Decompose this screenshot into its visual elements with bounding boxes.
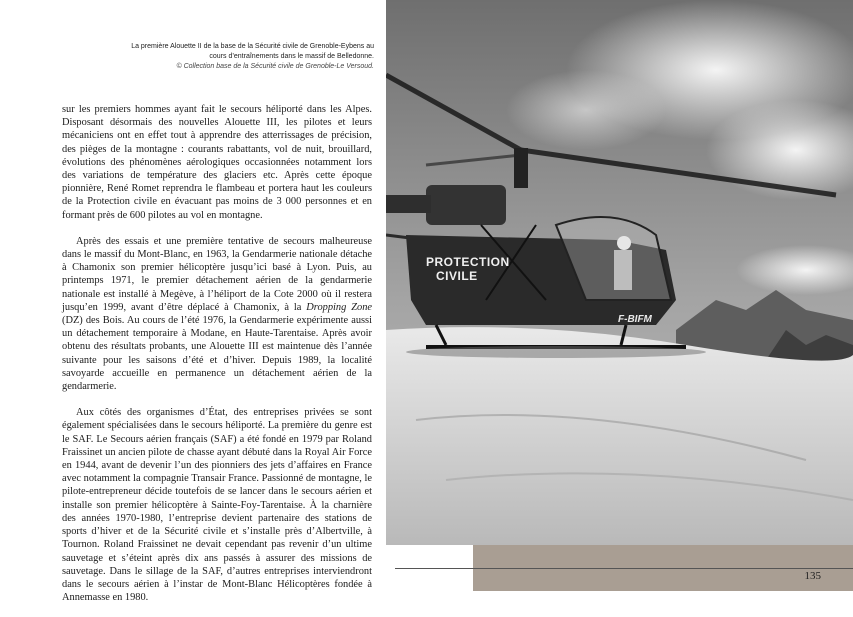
footer-rule	[395, 568, 853, 569]
photo-caption	[120, 42, 374, 72]
snowfield	[386, 327, 853, 545]
paragraph-3: Aux côtés des organismes d’État, des entreprises privées se sont également spécialisées dans le secours héliporté. La première du genre est le SAF. Le Secours aérien français (SAF) a été fondé en 1979 par Roland Fraissinet un ancien pilote de chasse ayant débuté dans la Royal Air Force en 1944, avant de devenir l’un des pionniers des jets d’affaires en France avec notamment la compagnie Transair France. Passionné de montagne, le pilote-entrepreneur décide toutefois de se lancer dans le secours aérien et installe son premier hélicoptère à Sainte-Foy-Tarentaise. À la charnière des années 1970-1980, l’entreprise devient partenaire des stations de sports d’hiver et de la Sécurité civile et s’installe près d’Albertville, à Tournon. Roland Fraissinet ne devait cependant pas revenir d’un ultime sauvetage et s’éteint après dix ans passés à assurer des missions de sauvetage. Dans le sillage de la SAF, d’autres entreprises interviendront dans le secours aérien à l’instar de Mont-Blanc Hélicoptères fondée à Annemasse en 1980.	[62, 407, 372, 604]
pilot-helmet	[617, 236, 631, 250]
pilot	[614, 250, 632, 290]
page-number: 135	[804, 570, 821, 582]
cloud	[506, 70, 666, 150]
caption-credit: © Collection base de la Sécurité civile de Grenoble-Le Versoud.	[176, 63, 374, 70]
shadow	[406, 346, 706, 358]
caption-text: La première Alouette II de la base de la Sécurité civile de Grenoble-Eybens au cours d’entraînements dans le massif de Belledonne.	[131, 43, 374, 60]
paragraph-1: sur les premiers hommes ayant fait le secours héliporté dans les Alpes. Disposant désormais des nouvelles Alouette III, les pilotes et leurs mécaniciens ont en effet tout à apprendre des atterrissages de précision, des pièges de la montagne : courants rabattants, vol de nuit, brouillard, évolutions des phénomènes aérologiques occasionnées notamment lors des variations de température des glaciers etc. Après cette époque pionnière, René Romet reprendra le flambeau et portera haut les couleurs de la Protection civile en évacuant pas moins de 3 000 personnes et en formant près de 600 pilotes au vol en montagne.	[62, 104, 372, 221]
rotor-mast	[514, 148, 528, 188]
fuselage-lettering: PROTECTION CIVILE	[426, 255, 510, 283]
tail-boom	[386, 195, 431, 213]
paragraph-2: Après des essais et une première tentative de secours malheureuse dans le massif du Mont-Blanc, en 1963, la Gendarmerie nationale détache à Chamonix son premier hélicoptère jusqu’ici basé à Lyon. Puis, au printemps 1971, le premier détachement aérien de la gendarmerie nationale est installé à Megève, à l’héliport de la Cote 2000 où il restera jusqu’en 1999, avant d’être déplacé à Chamonix, à la Dropping Zone (DZ) des Bois. Au cours de l’été 1976, la Gendarmerie expérimente aussi un détachement temporaire à Modane, en Haute-Tarentaise. Après avoir obtenu des résultats probants, une Alouette III est maintenue dès l’année suivante pour les saisons d’été et d’hiver. Depuis 1989, la localité savoyarde accueille en permanence un détachement aérien de la gendarmerie.	[62, 235, 372, 393]
engine	[426, 185, 506, 225]
helicopter-illustration	[386, 0, 853, 545]
article-body	[62, 103, 372, 617]
registration-mark: F-BIFM	[618, 314, 652, 325]
helicopter-photo	[386, 0, 853, 545]
